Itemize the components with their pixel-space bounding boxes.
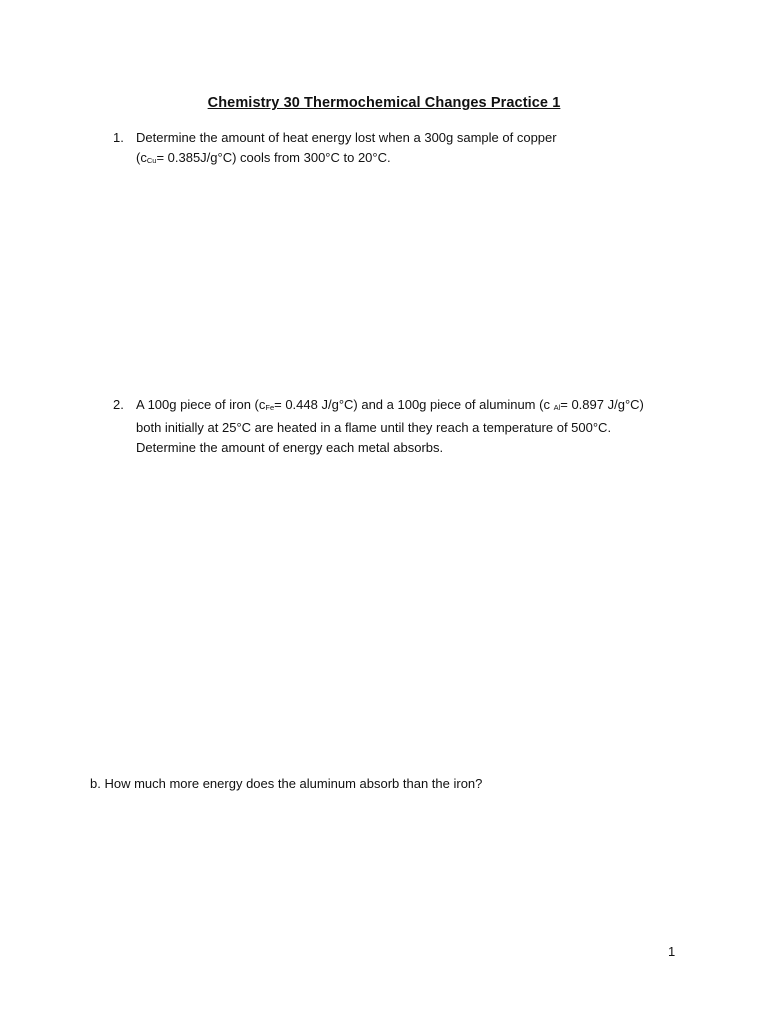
question-1 [113, 128, 683, 172]
question-2-line-1-b: = 0.448 J/g°C) and a 100g piece of aluminum (c [274, 397, 554, 412]
question-2-part-b: b. How much more energy does the aluminum absorb than the iron? [90, 776, 483, 791]
question-2-line-1 [136, 395, 681, 418]
question-2-line-2: both initially at 25°C are heated in a flame until they reach a temperature of 500°C. [136, 420, 612, 435]
iron-subscript: Fe [265, 403, 275, 412]
question-2-line-3: Determine the amount of energy each metal absorbs. [136, 440, 444, 455]
copper-subscript: Cu [146, 156, 157, 165]
question-1-line-2-post: = 0.385J/g°C) cools from 300°C to 20°C. [156, 150, 391, 165]
question-1-line-2-pre: (c [136, 150, 147, 165]
question-2-line-1-c: = 0.897 J/g°C) [560, 397, 644, 412]
aluminum-subscript: Al [553, 403, 561, 412]
question-1-line-2 [136, 148, 681, 171]
page-title: Chemistry 30 Thermochemical Changes Practice 1 [207, 95, 561, 111]
question-2-line-1-a: A 100g piece of iron (c [136, 397, 266, 412]
question-1-text [136, 128, 681, 171]
question-1-number: 1. [113, 130, 124, 145]
question-2-text [136, 395, 681, 458]
question-1-line-1: Determine the amount of heat energy lost when a 300g sample of copper [136, 130, 557, 145]
question-2-number: 2. [113, 397, 124, 412]
question-2 [113, 395, 683, 459]
page-number: 1 [668, 944, 676, 959]
